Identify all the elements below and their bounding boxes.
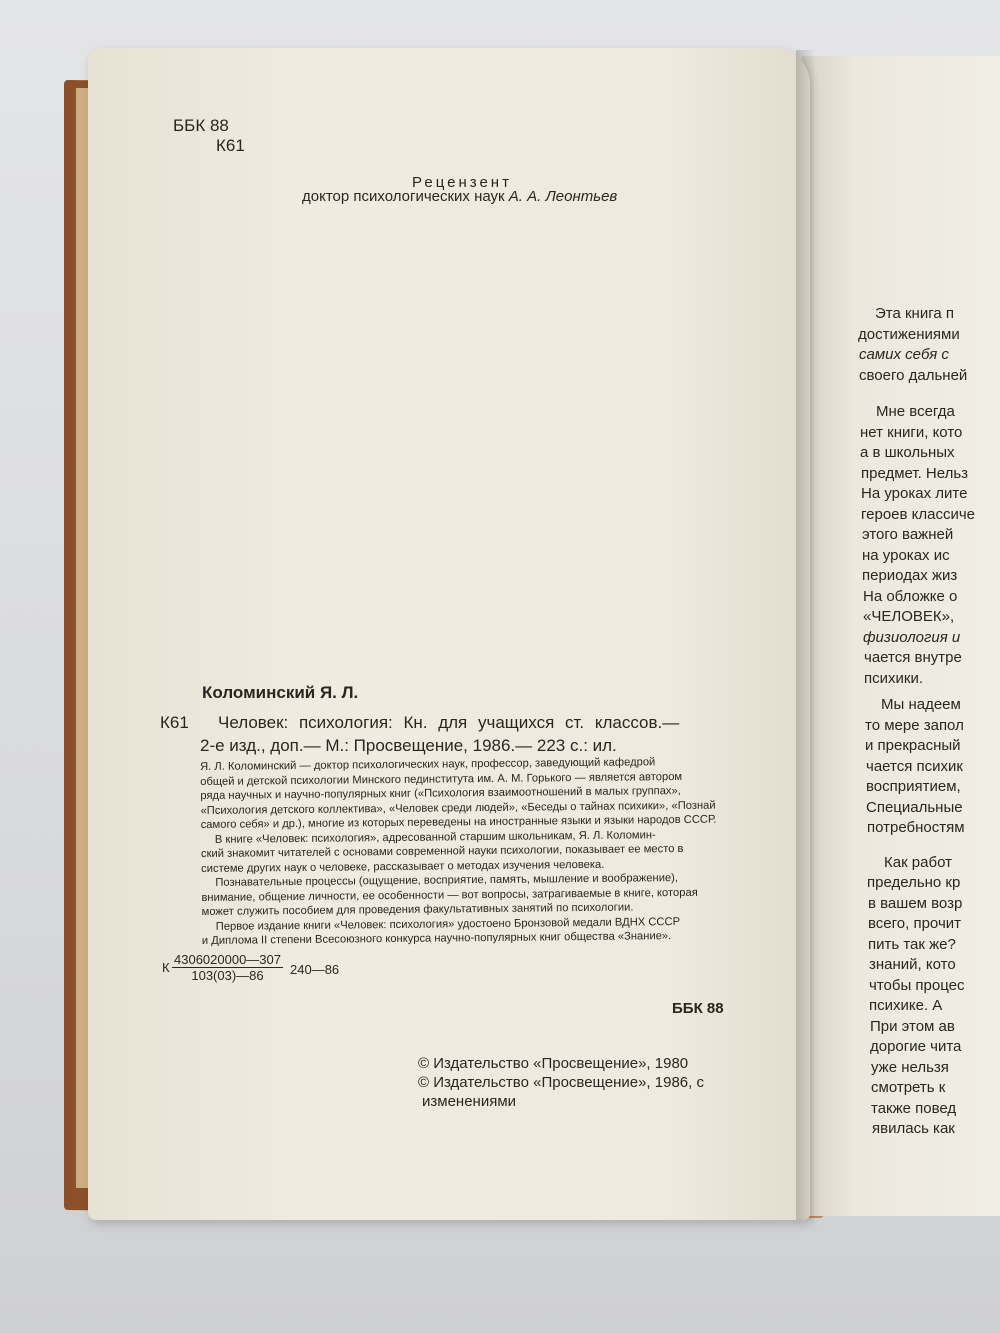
author-name: Коломинский Я. Л. <box>202 683 359 702</box>
annotation-line: Познавательные процессы (ощущение, восприятие, память, мышление и воображение), <box>215 872 679 889</box>
right-page-line: чтобы процес <box>869 976 965 994</box>
right-page-line: явилась как <box>872 1120 955 1137</box>
right-page-line: то мере запол <box>865 716 964 734</box>
right-page-line: восприятием, <box>866 778 961 795</box>
right-page-line: всего, прочит <box>868 915 962 932</box>
right-page-line: На уроках лите <box>861 485 968 502</box>
right-page-line: чается внутре <box>864 649 962 666</box>
right-page-line: предмет. Нельз <box>861 464 969 482</box>
isbn-suffix: 240—86 <box>290 962 340 977</box>
right-page-line: достижениями <box>858 325 960 343</box>
isbn-denominator: 103(03)—86 <box>191 968 264 983</box>
isbn-numerator: 4306020000—307 <box>174 952 281 967</box>
bbk-top: ББК 88 <box>173 116 229 135</box>
right-page-line: и прекрасный <box>865 737 961 754</box>
isbn-letter: К <box>162 960 170 975</box>
catalog-code: К61 <box>160 713 189 732</box>
annotation-line: ряда научных и научно-популярных книг («Психология взаимоотношений в малых группах», <box>200 784 681 802</box>
code-top: К61 <box>216 136 245 155</box>
right-page-line: знаний, кото <box>869 956 956 973</box>
annotation-line: внимание, общение личности, ее особенности — вот вопросы, затрагиваемые в книге, которая <box>201 886 698 904</box>
annotation-line: системе других наук о человеке, рассказывает о методах изучения человека. <box>201 858 605 875</box>
annotation-line: «Психология детского коллектива», «Человек среди людей», «Беседы о тайнах психики», «Познай <box>200 799 716 817</box>
right-page-line: При этом ав <box>870 1017 955 1035</box>
reviewer-prefix: доктор психологических наук <box>302 188 509 205</box>
annotation-line: ский знакомит читателей с основами современной науки психологии, показывает ее место в <box>200 842 684 860</box>
copyright-line: © Издательство «Просвещение», 1980 <box>418 1055 689 1072</box>
annotation-line: самого себя» и др.), многие из которых переведены на иностранные языки и языки народов СССР. <box>200 813 717 831</box>
right-page-line: на уроках ис <box>862 546 950 564</box>
right-page-line: потребностям <box>867 819 965 836</box>
right-page-line: чается психик <box>866 757 963 775</box>
right-page-line: Эта книга п <box>875 305 954 322</box>
right-page-line: дорогие чита <box>870 1038 962 1055</box>
copyright-block <box>418 1054 704 1111</box>
annotation-line: общей и детской психологии Минского пединститута им. А. М. Горького — является автором <box>200 770 683 788</box>
book-gutter <box>796 50 814 1220</box>
reviewer-line <box>302 188 617 205</box>
right-page-line: психике. А <box>869 997 943 1014</box>
right-page-line: смотреть к <box>871 1079 946 1096</box>
right-page-line: также повед <box>871 1099 957 1117</box>
right-page-line: самих себя с <box>859 346 949 363</box>
right-page-line: физиология и <box>863 628 961 646</box>
right-page-line: На обложке о <box>863 587 958 605</box>
right-page-line: уже нельзя <box>871 1058 949 1076</box>
right-page-line: Специальные <box>866 798 963 816</box>
right-page-line: Как работ <box>884 853 952 871</box>
right-page-line: этого важней <box>862 526 954 543</box>
annotation <box>200 755 718 949</box>
catalog-line-1: Человек: психология: Кн. для учащихся ст. классов.— <box>218 713 680 732</box>
right-page-line: в вашем возр <box>868 894 963 912</box>
right-page-line: пить так же? <box>868 935 956 953</box>
right-page-line: «ЧЕЛОВЕК», <box>863 608 955 625</box>
right-page-line: а в школьных <box>860 444 955 461</box>
right-page-line: нет книги, кото <box>860 423 963 441</box>
reviewer-name: А. А. Леонтьев <box>508 188 618 205</box>
copyright-line: © Издательство «Просвещение», 1986, с <box>418 1074 704 1091</box>
left-page <box>88 48 810 1220</box>
catalog-line-2: 2-е изд., доп.— М.: Просвещение, 1986.— 223 с.: ил. <box>200 736 617 755</box>
annotation-line: может служить пособием для проведения факультативных занятий по психологии. <box>201 901 634 918</box>
right-page-line: своего дальней <box>859 366 968 384</box>
annotation-line: и Диплома II степени Всесоюзного конкурса научно-популярных книг общества «Знание». <box>201 930 672 947</box>
right-page-line: предельно кр <box>867 874 961 891</box>
isbn-fraction <box>172 952 283 983</box>
right-page-line: периодах жиз <box>862 567 958 584</box>
reviewer-heading: Рецензент <box>412 174 512 191</box>
copyright-line: изменениями <box>422 1093 517 1110</box>
right-page-line: Мне всегда <box>876 403 955 420</box>
bbk-bottom: ББК 88 <box>672 1000 724 1017</box>
annotation-line: В книге «Человек: психология», адресованной старшим школьникам, Я. Л. Коломин- <box>214 828 656 846</box>
right-page-line: Мы надеем <box>881 696 961 713</box>
right-page-line: психики. <box>864 669 923 687</box>
right-page-line: героев классиче <box>861 505 976 523</box>
annotation-line: Я. Л. Коломинский — доктор психологических наук, профессор, заведующий кафедрой <box>200 756 656 773</box>
annotation-line: Первое издание книги «Человек: психология» удостоено Бронзовой медали ВДНХ СССР <box>215 915 681 933</box>
